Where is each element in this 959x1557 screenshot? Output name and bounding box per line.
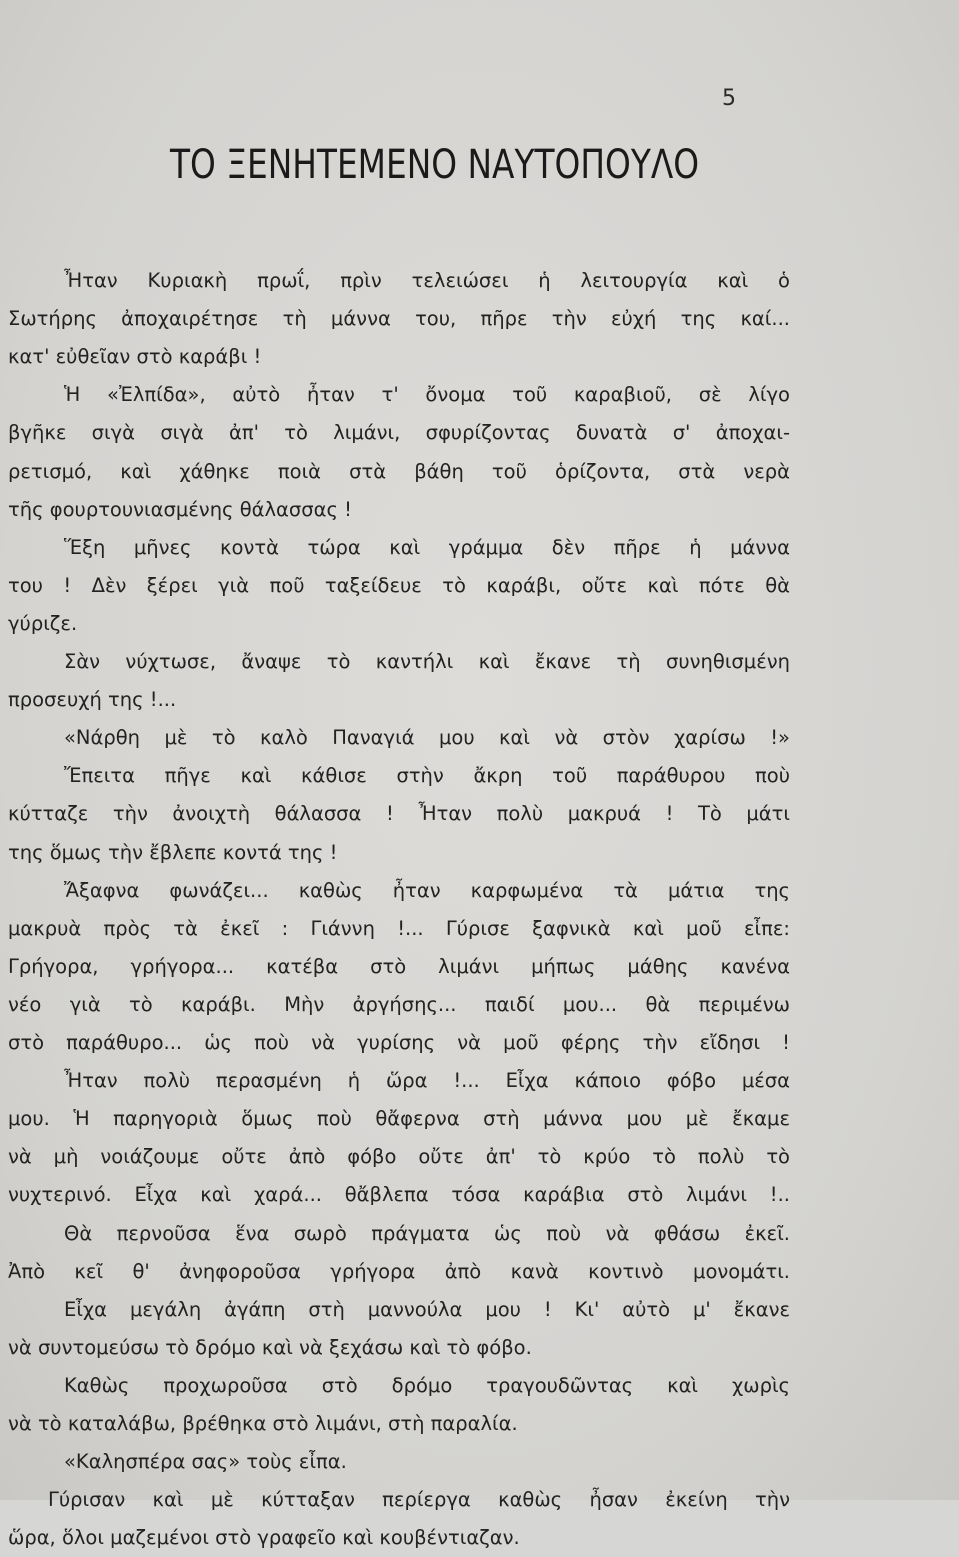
text-line: Εἶχα μεγάλη ἀγάπη στὴ μαννούλα μου ! Κι' αὐτὸ μ' ἔκανε xyxy=(64,1297,790,1321)
text-line: Γρήγορα, γρήγορα... κατέβα στὸ λιμάνι μήπως μάθης κανένα xyxy=(8,954,790,978)
text-line: Καθὼς προχωροῦσα στὸ δρόμο τραγουδῶντας καὶ χωρὶς xyxy=(64,1373,790,1397)
text-line: στὸ παράθυρο... ὡς ποὺ νὰ γυρίσης νὰ μοῦ φέρης τὴν εἴδησι ! xyxy=(8,1031,790,1054)
text-line: βγῆκε σιγὰ σιγὰ ἀπ' τὸ λιμάνι, σφυρίζοντας δυνατὰ σ' ἀποχαι- xyxy=(8,421,790,445)
text-line: προσευχή της !... xyxy=(8,688,177,712)
text-line: Ἦταν πολὺ περασμένη ἡ ὥρα !... Εἶχα κάποιο φόβο μέσα xyxy=(64,1069,790,1093)
text-line: νυχτερινό. Εἶχα καὶ χαρά... θἄβλεπα τόσα καράβια στὸ λιμάνι !.. xyxy=(8,1183,790,1207)
page-number: 5 xyxy=(722,86,736,111)
text-line: «Νάρθη μὲ τὸ καλὸ Παναγιά μου καὶ νὰ στὸν χαρίσω !» xyxy=(64,726,790,750)
text-line: Σωτήρης ἀποχαιρέτησε τὴ μάννα του, πῆρε τὴν εὐχή της καί... xyxy=(8,307,790,331)
text-line: Θὰ περνοῦσα ἕνα σωρὸ πράγματα ὡς ποὺ νὰ φθάσω ἐκεῖ. xyxy=(64,1221,790,1245)
chapter-title: ΤΟ ΞΕΝΗΤΕΜΕΝΟ ΝΑΥΤΟΠΟΥΛΟ xyxy=(170,142,700,188)
text-line: Σὰν νύχτωσε, ἄναψε τὸ καντήλι καὶ ἔκανε τὴ συνηθισμένη xyxy=(64,650,790,673)
text-line: Ἕξη μῆνες κοντὰ τώρα καὶ γράμμα δὲν πῆρε ἡ μάννα xyxy=(64,535,790,559)
text-line: Ἔπειτα πῆγε καὶ κάθισε στὴν ἄκρη τοῦ παράθυρου ποὺ xyxy=(64,764,790,788)
text-line: Ἦταν Κυριακὴ πρωΐ, πρὶν τελειώσει ἡ λειτουργία καὶ ὁ xyxy=(64,269,790,292)
text-line: Γύρισαν καὶ μὲ κύτταξαν περίεργα καθὼς ἦσαν ἐκείνη τὴν xyxy=(48,1488,790,1512)
text-line: Ἡ «Ἐλπίδα», αὐτὸ ἦταν τ' ὄνομα τοῦ καραβιοῦ, σὲ λίγο xyxy=(64,383,790,407)
text-line: τῆς φουρτουνιασμένης θάλασσας ! xyxy=(8,497,352,521)
text-line: νὰ συντομεύσω τὸ δρόμο καὶ νὰ ξεχάσω καὶ τὸ φόβο. xyxy=(8,1335,532,1359)
text-line: ρετισμό, καὶ χάθηκε ποιὰ στὰ βάθη τοῦ ὁρίζοντα, στὰ νερὰ xyxy=(8,459,790,483)
text-line: Ἄξαφνα φωνάζει... καθὼς ἦταν καρφωμένα τὰ μάτια της xyxy=(64,878,790,902)
text-line: μου. Ἡ παρηγοριὰ ὅμως ποὺ θἄφερνα στὴ μάννα μου μὲ ἔκαμε xyxy=(8,1107,790,1131)
text-line: ὥρα, ὅλοι μαζεμένοι στὸ γραφεῖο καὶ κουβέντιαζαν. xyxy=(8,1526,520,1550)
text-line: νὰ τὸ καταλάβω, βρέθηκα στὸ λιμάνι, στὴ παραλία. xyxy=(8,1412,518,1435)
text-line: Ἀπὸ κεῖ θ' ἀνηφοροῦσα γρήγορα ἀπὸ κανὰ κοντινὸ μονομάτι. xyxy=(8,1259,790,1283)
text-line: νὰ μὴ νοιάζουμε οὔτε ἀπὸ φόβο οὔτε ἀπ' τὸ κρύο τὸ πολὺ τὸ xyxy=(8,1145,790,1169)
text-line: γύριζε. xyxy=(8,611,78,635)
text-line: μακρυὰ πρὸς τὰ ἐκεῖ : Γιάννη !... Γύρισε ξαφνικὰ καὶ μοῦ εἶπε: xyxy=(8,916,790,940)
text-line: κατ' εὐθεῖαν στὸ καράβι ! xyxy=(8,345,262,369)
text-line: του ! Δὲν ξέρει γιὰ ποῦ ταξείδευε τὸ καράβι, οὔτε καὶ πότε θὰ xyxy=(8,573,790,597)
text-line: κύτταζε τὴν ἀνοιχτὴ θάλασσα ! Ἦταν πολὺ μακρυά ! Τὸ μάτι xyxy=(8,802,790,826)
text-line: νέο γιὰ τὸ καράβι. Μὴν ἀργήσης... παιδί μου... θὰ περιμένω xyxy=(8,992,790,1016)
text-line: της ὅμως τὴν ἔβλεπε κοντά της ! xyxy=(8,840,338,864)
text-line: «Καλησπέρα σας» τοὺς εἶπα. xyxy=(64,1450,347,1474)
